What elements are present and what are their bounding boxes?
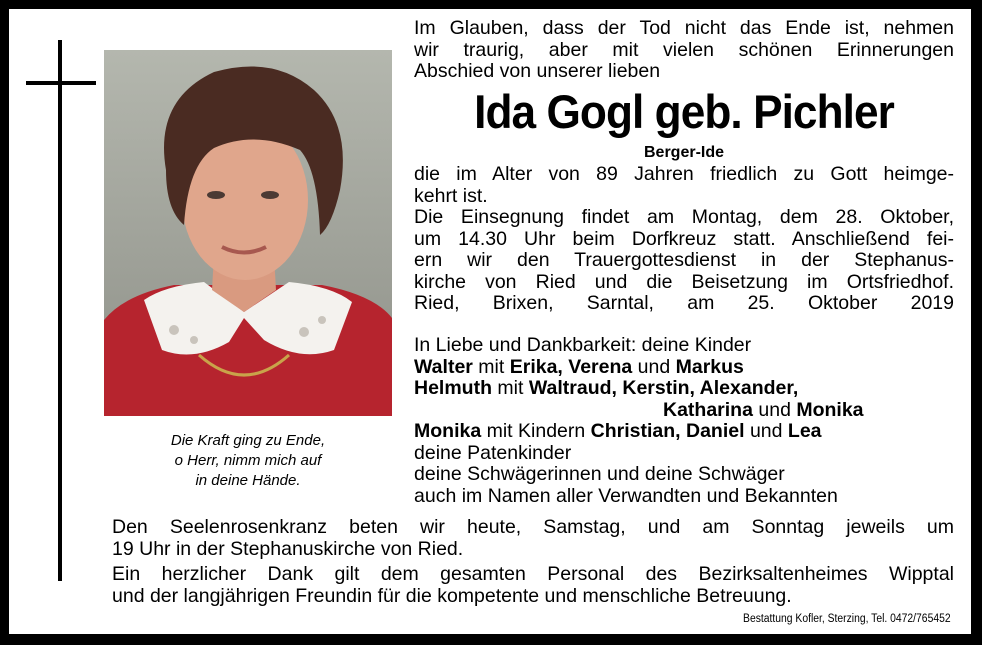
family-helmuth: Helmuth mit Waltraud, Kerstin, Alexander,	[414, 377, 799, 399]
intro-line: wir traurig, aber mit vielen schönen Erinnerungen	[414, 38, 954, 61]
quote-line: o Herr, nimm mich auf	[174, 452, 322, 469]
rosary-line: 19 Uhr in der Stephanuskirche von Ried.	[112, 537, 464, 560]
passing-text	[414, 164, 954, 207]
quote-line: Die Kraft ging zu Ende,	[170, 432, 326, 449]
others-line: deine Schwägerinnen und deine Schwäger	[414, 463, 785, 485]
intro-line: Abschied von unserer lieben	[414, 60, 661, 82]
thanks-line: Ein herzlicher Dank gilt dem gesamten Personal des Bezirksaltenheimes Wipptal	[112, 563, 954, 585]
portrait-photo	[104, 50, 392, 416]
obituary-card	[9, 9, 971, 634]
deceased-name: Ida Gogl geb. Pichler	[474, 85, 894, 138]
quote-line: in deine Hände.	[195, 472, 301, 489]
funeral-line: ern wir den Trauergottesdienst in der Stephanus-	[414, 249, 954, 271]
intro-text	[414, 18, 954, 83]
others-line: auch im Namen aller Verwandten und Bekannten	[414, 484, 838, 507]
funeral-line: Die Einsegnung findet am Montag, dem 28. Oktober,	[414, 206, 954, 228]
cross-icon-bar	[26, 81, 96, 85]
funeral-line: kirche von Ried und die Beisetzung im Ortsfriedhof.	[414, 270, 954, 293]
funeral-line: um 14.30 Uhr beim Dorfkreuz statt. Anschließend fei-	[414, 227, 954, 250]
rosary-text	[112, 517, 954, 560]
passing-line: kehrt ist.	[414, 184, 488, 207]
place-date: Ried, Brixen, Sarntal, am 25. Oktober 2019	[414, 292, 954, 314]
family-monika: Monika mit Kindern Christian, Daniel und Lea	[414, 420, 822, 442]
funeral-text	[414, 207, 954, 315]
intro-line: Im Glauben, dass der Tod nicht das Ende ist, nehmen	[414, 17, 954, 39]
family-walter: Walter mit Erika, Verena und Markus	[414, 355, 744, 378]
undertaker-footer: Bestattung Kofler, Sterzing, Tel. 0472/765452	[743, 613, 951, 625]
others-line: deine Patenkinder	[414, 441, 572, 464]
thanks-line: und der langjährigen Freundin für die kompetente und menschliche Betreuung.	[112, 584, 792, 607]
passing-line: die im Alter von 89 Jahren friedlich zu Gott heimge-	[414, 163, 954, 185]
mourners-intro: In Liebe und Dankbarkeit: deine Kinder	[414, 334, 752, 356]
mourners	[414, 335, 954, 507]
memorial-quote	[104, 431, 392, 491]
thanks-text	[112, 564, 954, 607]
cross-icon	[58, 40, 62, 581]
deceased-alias: Berger-Ide	[643, 144, 725, 161]
family-helmuth-cont: Katharina und Monika	[663, 398, 864, 421]
rosary-line: Den Seelenrosenkranz beten wir heute, Samstag, und am Sonntag jeweils um	[112, 516, 954, 538]
